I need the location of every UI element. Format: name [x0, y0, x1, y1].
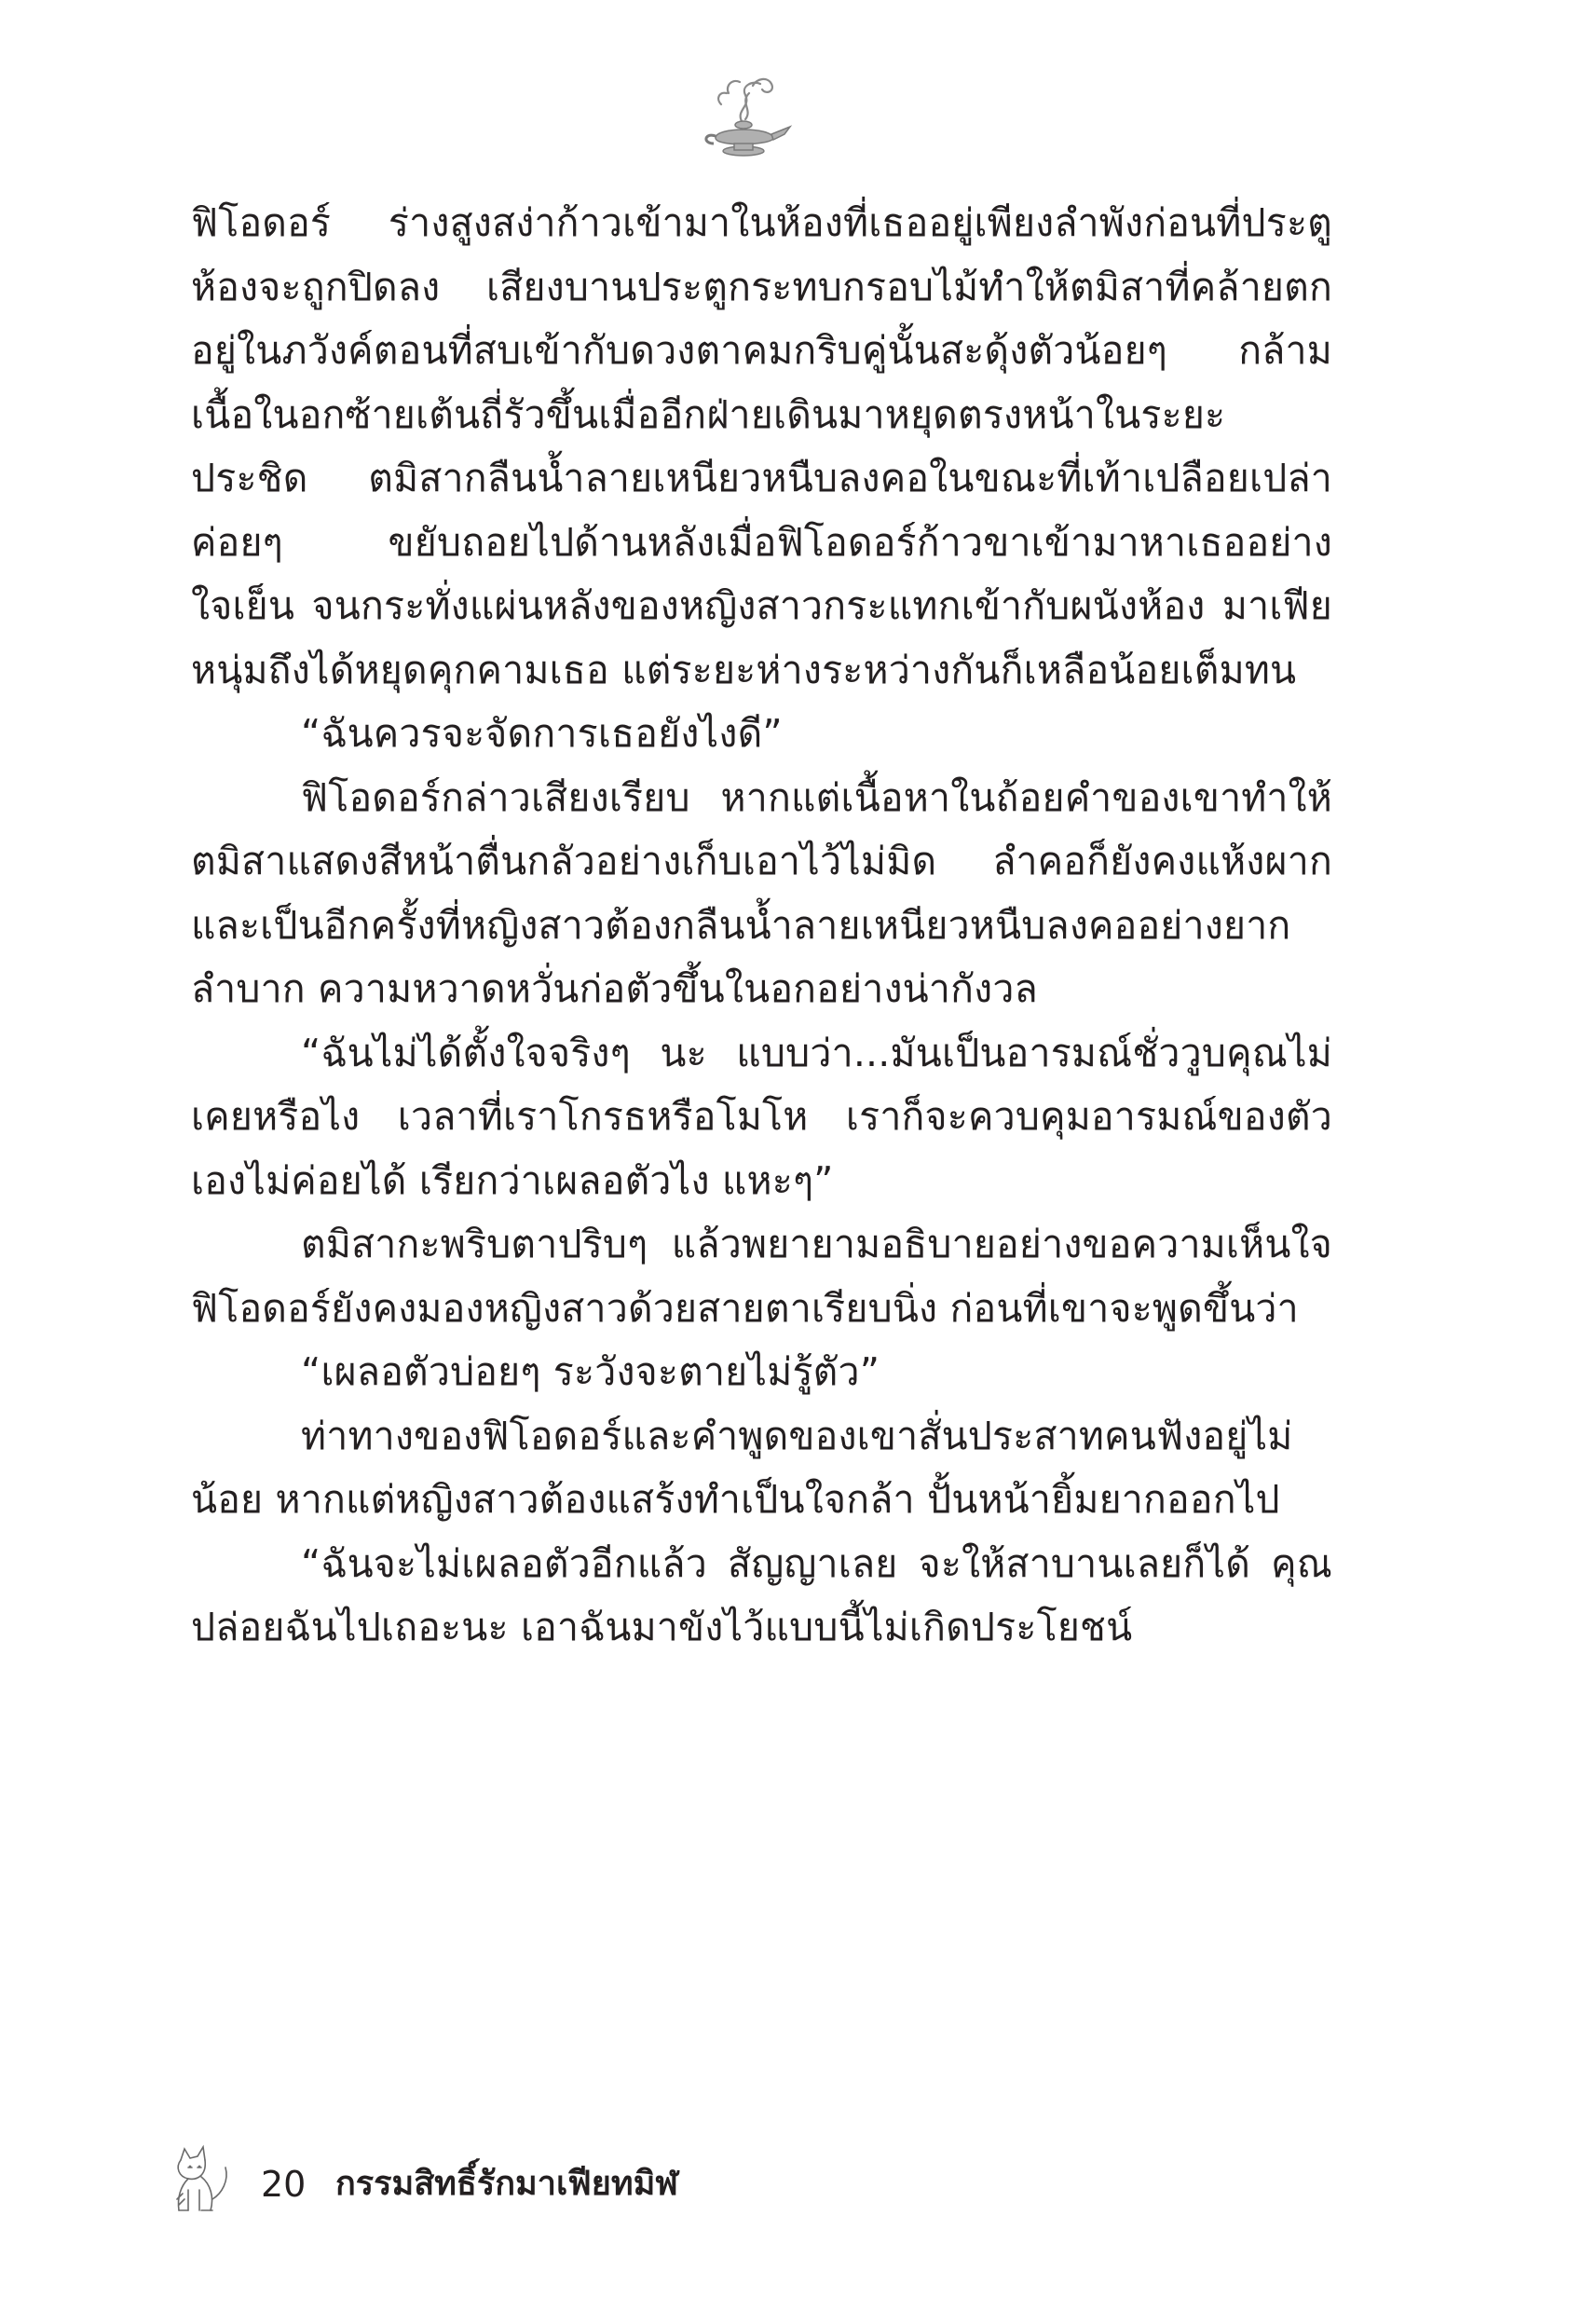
- cat-icon: [160, 2143, 237, 2216]
- paragraph: ท่าทางของฟิโอดอร์และคำพูดของเขาสั่นประสาทคนฟังอยู่ไม่น้อย หากแต่หญิงสาวต้องแสร้งทำเป็นใจกล้า ปั้นหน้ายิ้มยากออกไป: [191, 1413, 1293, 1522]
- paragraph: ฟิโอดอร์ ร่างสูงสง่าก้าวเข้ามาในห้องที่เธออยู่เพียงลำพังก่อนที่ประตูห้องจะถูกปิดลง เสียงบานประตูกระทบกรอบไม้ทำให้ตมิสาที่คล้ายตกอยู่ในภวังค์ตอนที่สบเข้ากับดวงตาคมกริบคู่นั้นสะดุ้งตัวน้อยๆ กล้ามเนื้อในอกซ้ายเต้นถี่รัวขึ้นเมื่ออีกฝ่ายเดินมาหยุดตรงหน้าในระยะประชิด ตมิสากลืนน้ำลายเหนียวหนืบลงคอในขณะที่เท้าเปลือยเปล่าค่อยๆ ขยับถอยไปด้านหลังเมื่อฟิโอดอร์ก้าวขาเข้ามาหาเธออย่างใจเย็น จนกระทั่งแผ่นหลังของหญิงสาวกระแทกเข้ากับผนังห้อง มาเฟียหนุ่มถึงได้หยุดคุกคามเธอ แต่ระยะห่างระหว่างกันก็เหลือน้อยเต็มทน: [191, 200, 1332, 692]
- page-footer: [160, 2143, 999, 2218]
- magic-lamp-icon: [688, 65, 799, 168]
- paragraph: ฟิโอดอร์กล่าวเสียงเรียบ หากแต่เนื้อหาในถ้อยคำของเขาทำให้ตมิสาแสดงสีหน้าตื่นกลัวอย่างเก็บเอาไว้ไม่มิด ลำคอก็ยังคงแห้งผาก และเป็นอีกครั้งที่หญิงสาวต้องกลืนน้ำลายเหนียวหนืบลงคออย่างยากลำบาก ความหวาดหวั่นก่อตัวขึ้นในอกอย่างน่ากังวล: [191, 774, 1332, 1011]
- paragraph: “ฉันจะไม่เผลอตัวอีกแล้ว สัญญาเลย จะให้สาบานเลยก็ได้ คุณปล่อยฉันไปเถอะนะ เอาฉันมาขังไว้แบบนี้ไม่เกิดประโยชน์: [191, 1540, 1332, 1649]
- paragraph: “เผลอตัวบ่อยๆ ระวังจะตายไม่รู้ตัว”: [301, 1349, 880, 1394]
- paragraph: “ฉันควรจะจัดการเธอยังไงดี”: [301, 711, 783, 756]
- book-title: กรรมสิทธิ์รักมาเฟียทมิฬ: [335, 2165, 678, 2203]
- paragraph: “ฉันไม่ได้ตั้งใจจริงๆ นะ แบบว่า...มันเป็นอารมณ์ชั่ววูบคุณไม่เคยหรือไง เวลาที่เราโกรธหรือโมโห เราก็จะควบคุมอารมณ์ของตัวเองไม่ค่อยได้ เรียกว่าเผลอตัวไง แหะๆ”: [191, 1030, 1332, 1203]
- paragraph: ตมิสากะพริบตาปริบๆ แล้วพยายามอธิบายอย่างขอความเห็นใจ ฟิโอดอร์ยังคงมองหญิงสาวด้วยสายตาเรียบนิ่ง ก่อนที่เขาจะพูดขึ้นว่า: [191, 1222, 1332, 1331]
- page-body: [191, 191, 1332, 1660]
- page-number: 20: [261, 2164, 307, 2205]
